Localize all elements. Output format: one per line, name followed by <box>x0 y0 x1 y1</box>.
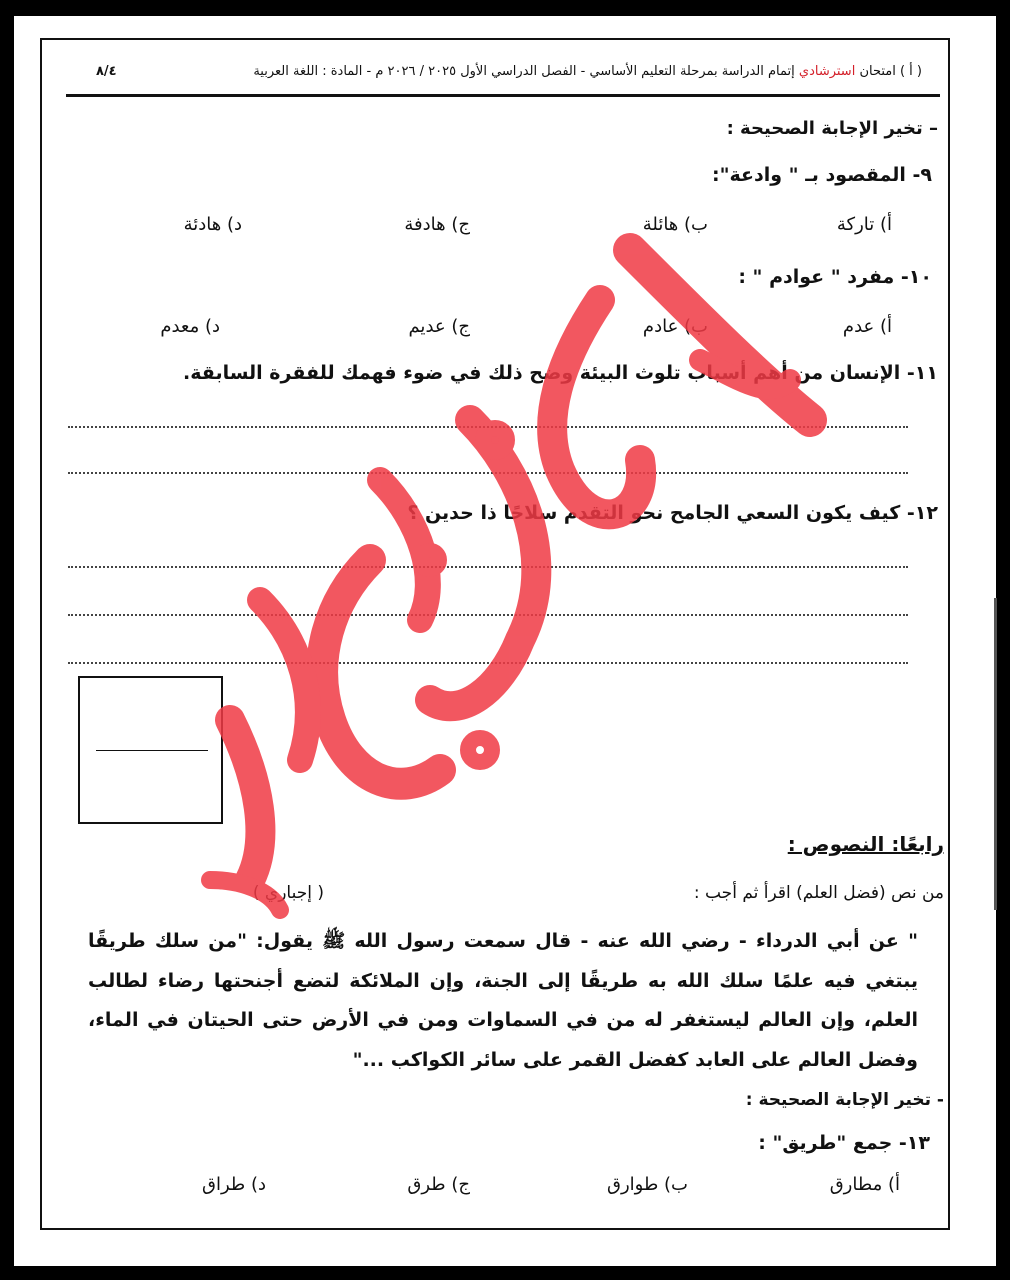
answer-line[interactable] <box>68 472 908 474</box>
question-13: ١٣- جمع "طريق" : <box>758 1132 930 1154</box>
q13-option-d[interactable]: د) طراق <box>202 1174 266 1195</box>
scan-edge <box>994 598 997 910</box>
q10-option-d[interactable]: د) معدم <box>160 316 220 337</box>
q9-option-b[interactable]: ب) هائلة <box>642 214 708 235</box>
question-11: ١١- الإنسان من أهم أسباب تلوث البيئة وضح ذلك في ضوء فهمك للفقرة السابقة. <box>183 362 938 384</box>
question-12: ١٢- كيف يكون السعي الجامح نحو التقدم سلاحًا ذا حدين ؟ <box>407 502 938 524</box>
question-10: ١٠- مفرد " عوادم " : <box>738 266 932 288</box>
q9-option-c[interactable]: ج) هادفة <box>404 214 470 235</box>
mandatory-label: ( إجباري ) <box>252 883 324 903</box>
q13-option-b[interactable]: ب) طوارق <box>607 1174 688 1195</box>
answer-line[interactable] <box>68 566 908 568</box>
passage-intro: من نص (فضل العلم) اقرأ ثم أجب : <box>693 883 944 903</box>
section-title: رابعًا: النصوص : <box>787 832 944 856</box>
header-title: ( أ ) امتحان استرشادي إتمام الدراسة بمرحلة التعليم الأساسي - الفصل الدراسي الأول ٢٠٢٥ / ٢٠٢٦ م - المادة : اللغة العربية <box>253 64 922 79</box>
question-9: ٩- المقصود بـ " وادعة": <box>712 164 932 186</box>
page-number: ٨/٤ <box>96 64 117 79</box>
answer-line[interactable] <box>68 662 908 664</box>
header-accent: استرشادي <box>798 64 856 79</box>
choose-instruction: – تخير الإجابة الصحيحة : <box>726 118 938 139</box>
q9-option-d[interactable]: د) هادئة <box>183 214 242 235</box>
score-line <box>96 750 208 751</box>
score-box <box>78 676 223 824</box>
hadith-passage: " عن أبي الدرداء - رضي الله عنه - قال سمعت رسول الله ﷺ يقول: "من سلك طريقًا يبتغي فيه علمًا سلك الله به طريقًا إلى الجنة، وإن الملائكة لتضع أجنحتها رضاء لطالب العلم، وإن العالم ليستغفر له من في السماوات ومن في الأرض حتى الحيتان في الماء، وفضل العالم على العابد كفضل القمر على سائر الكواكب ..." <box>88 930 918 1071</box>
answer-line[interactable] <box>68 426 908 428</box>
q9-option-a[interactable]: أ) تاركة <box>836 214 892 235</box>
q13-option-c[interactable]: ج) طرق <box>407 1174 470 1195</box>
answer-line[interactable] <box>68 614 908 616</box>
q10-option-a[interactable]: أ) عدم <box>842 316 892 337</box>
q10-option-c[interactable]: ج) عديم <box>408 316 470 337</box>
q10-option-b[interactable]: ب) عادم <box>642 316 708 337</box>
choose-instruction-2: - تخير الإجابة الصحيحة : <box>745 1090 944 1110</box>
header-divider <box>66 94 940 97</box>
q13-option-a[interactable]: أ) مطارق <box>829 1174 900 1195</box>
exam-header <box>96 64 922 90</box>
